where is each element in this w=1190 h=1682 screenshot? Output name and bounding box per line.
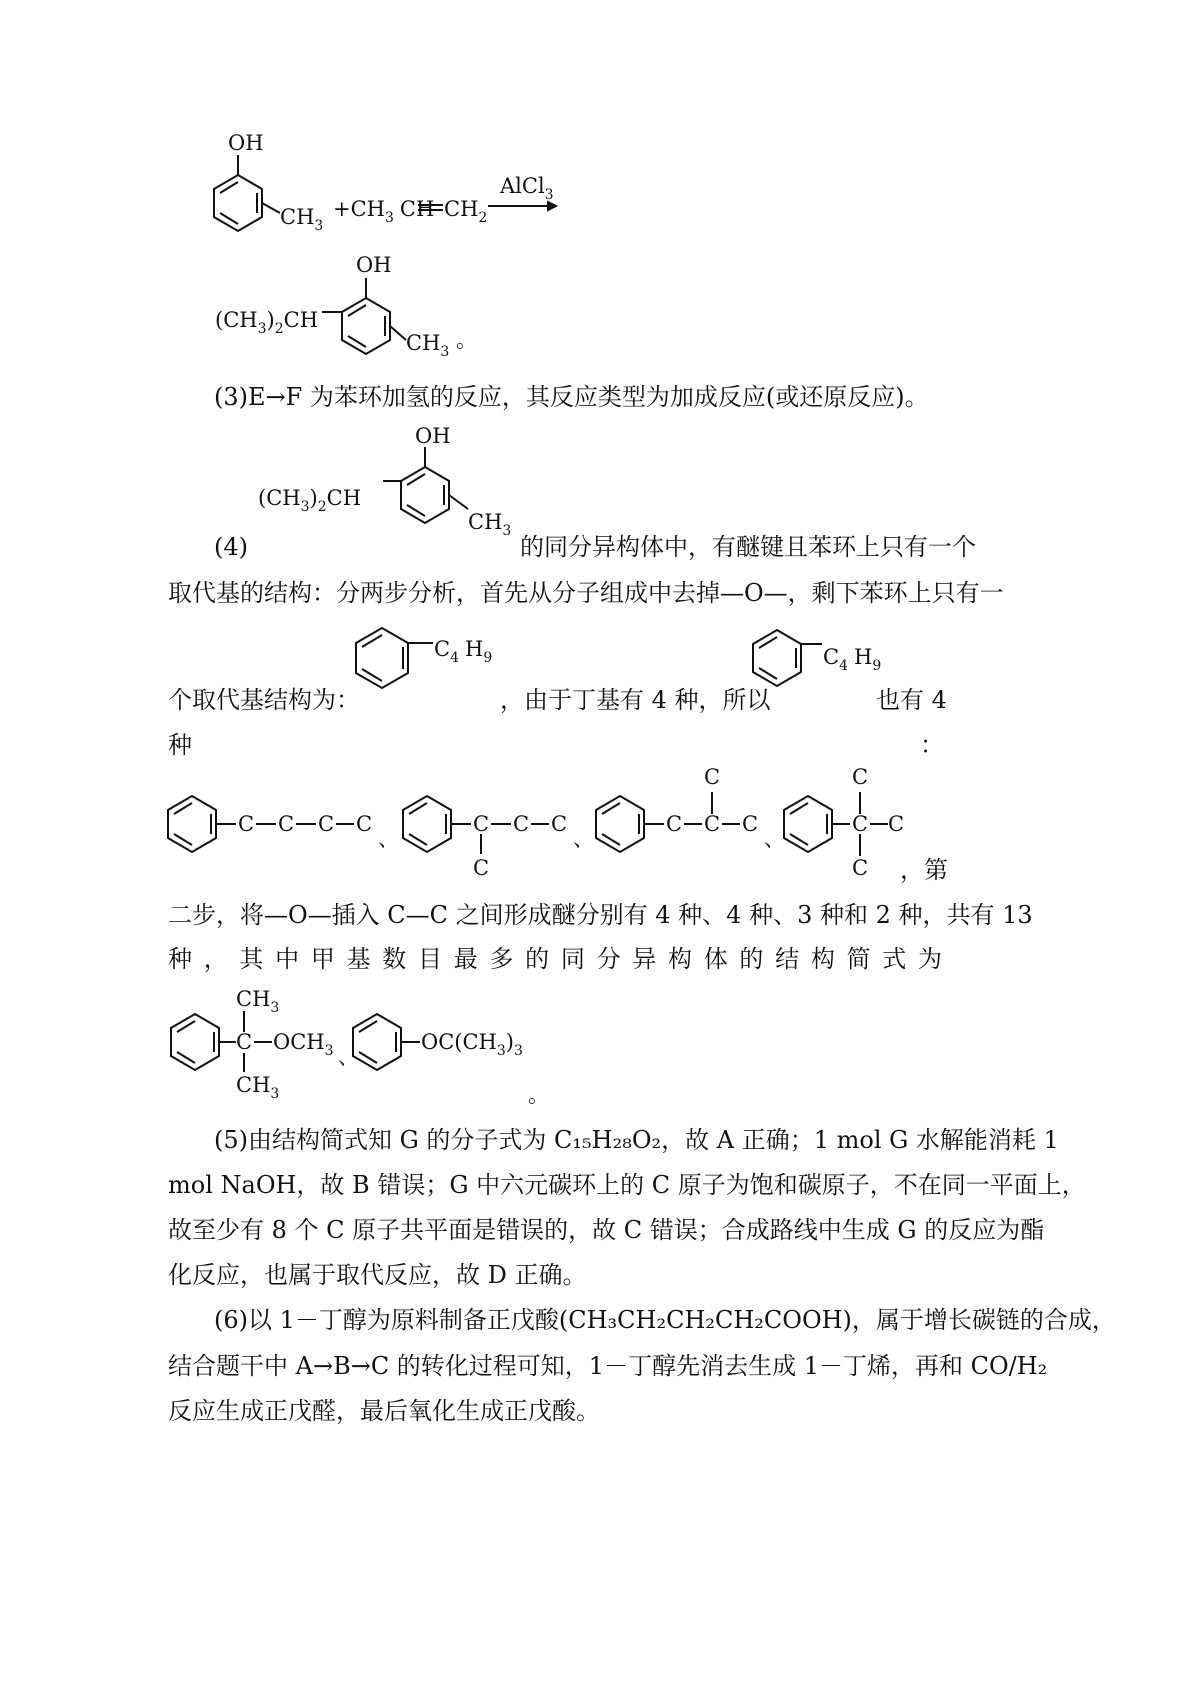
catalyst-label: AlCl$_3$ bbox=[500, 174, 554, 203]
ether1-ch3-bottom: $CH_3$ bbox=[236, 1073, 280, 1102]
iso4-c-bottom: C bbox=[852, 856, 869, 880]
iso1-c3: C bbox=[318, 812, 335, 836]
iso2-c1: C bbox=[473, 812, 490, 836]
butyl-label-2: $C_4$ $H_9$ bbox=[823, 645, 882, 674]
step6-line2: 结合题干中 A→B→C 的转化过程可知，1－丁醇先消去生成 1－丁烯，再和 CO/H₂ bbox=[168, 1352, 1048, 1380]
iso2-c-branch: C bbox=[473, 856, 490, 880]
iso3-c2: C bbox=[704, 812, 721, 836]
reactant-ch3-label: $CH_3$ bbox=[280, 205, 324, 234]
step4-line3c: 也有 4 bbox=[876, 686, 947, 714]
step5-line1: (5)由结构简式知 G 的分子式为 C₁₅H₂₈O₂，故 A 正确；1 mol G 水解能消耗 1 bbox=[214, 1126, 1059, 1154]
iso2-c2: C bbox=[513, 812, 530, 836]
step4-line3b: ，由于丁基有 4 种，所以 bbox=[500, 686, 771, 714]
step4-line3a: 个取代基结构为： bbox=[168, 686, 360, 714]
product-ch3-label: $CH_3$ bbox=[406, 331, 450, 360]
ether2-formula: $OC(CH_3)_3$ bbox=[421, 1030, 523, 1059]
step5-line4: 化反应，也属于取代反应，故 D 正确。 bbox=[168, 1261, 587, 1289]
step4-isopropyl-label: $(CH_3)_2CH$ bbox=[258, 486, 362, 515]
iso3-c3: C bbox=[742, 812, 759, 836]
ether-period: 。 bbox=[528, 1083, 549, 1107]
iso4-c-top: C bbox=[852, 765, 869, 789]
iso1-c1: C bbox=[238, 812, 255, 836]
iso1-c2: C bbox=[278, 812, 295, 836]
step4-line6: 二步，将—O—插入 C—C 之间形成醚分别有 4 种、4 种、3 种和 2 种，共有 13 bbox=[168, 901, 1033, 929]
product-isopropyl-label: $(CH_3)_2CH$ bbox=[215, 308, 319, 337]
ether1-c-center: C bbox=[236, 1030, 253, 1054]
ether1-ch3-top: $CH_3$ bbox=[236, 987, 280, 1016]
product-period: 。 bbox=[456, 328, 477, 352]
reactant-oh-label: OH bbox=[228, 131, 264, 155]
step4-line7: 种，其中甲基数目最多的同分异构体的结构简式为 bbox=[168, 945, 942, 973]
step4-line2: 取代基的结构：分两步分析，首先从分子组成中去掉—O—，剩下苯环上只有一 bbox=[168, 579, 1004, 607]
ether-sep: 、 bbox=[338, 1045, 359, 1069]
iso-sep-3: 、 bbox=[764, 827, 785, 851]
step4-ch3-label: $CH_3$ bbox=[468, 510, 512, 539]
step6-line1: (6)以 1－丁醇为原料制备正戊酸(CH₃CH₂CH₂CH₂COOH)，属于增长碳链的合成， bbox=[214, 1306, 1116, 1334]
butyl-label-1: $C_4$ $H_9$ bbox=[434, 637, 493, 666]
step4-line1-tail: 的同分异构体中，有醚键且苯环上只有一个 bbox=[520, 533, 976, 561]
step4-oh-label: OH bbox=[415, 424, 451, 448]
iso2-c3: C bbox=[551, 812, 568, 836]
propene-ch2: $CH_2$ bbox=[444, 197, 488, 226]
step4-label: (4) bbox=[214, 533, 248, 561]
ether1-och3: $OCH_3$ bbox=[273, 1030, 334, 1059]
iso3-c-branch: C bbox=[704, 765, 721, 789]
product-oh-label: OH bbox=[356, 253, 392, 277]
iso4-c-right: C bbox=[888, 812, 905, 836]
iso3-c1: C bbox=[666, 812, 683, 836]
iso-sep-2: 、 bbox=[573, 827, 594, 851]
propene-formula: $+CH_3$ CH bbox=[333, 197, 435, 226]
iso1-c4: C bbox=[356, 812, 373, 836]
step5-line3: 故至少有 8 个 C 原子共平面是错误的，故 C 错误；合成路线中生成 G 的反应为酯 bbox=[168, 1216, 1045, 1244]
step5-line2: mol NaOH，故 B 错误；G 中六元碳环上的 C 原子为饱和碳原子，不在同一平面上， bbox=[168, 1171, 1086, 1199]
step4-line4b: ： bbox=[920, 731, 944, 759]
step4-isomer-tail: ，第 bbox=[900, 856, 948, 884]
step4-line4a: 种 bbox=[168, 731, 192, 759]
iso-sep-1: 、 bbox=[378, 827, 399, 851]
step6-line3: 反应生成正戊醛，最后氧化生成正戊酸。 bbox=[168, 1397, 600, 1425]
iso4-c-center: C bbox=[852, 812, 869, 836]
step3-paragraph: (3)E→F 为苯环加氢的反应，其反应类型为加成反应(或还原反应)。 bbox=[214, 383, 929, 411]
